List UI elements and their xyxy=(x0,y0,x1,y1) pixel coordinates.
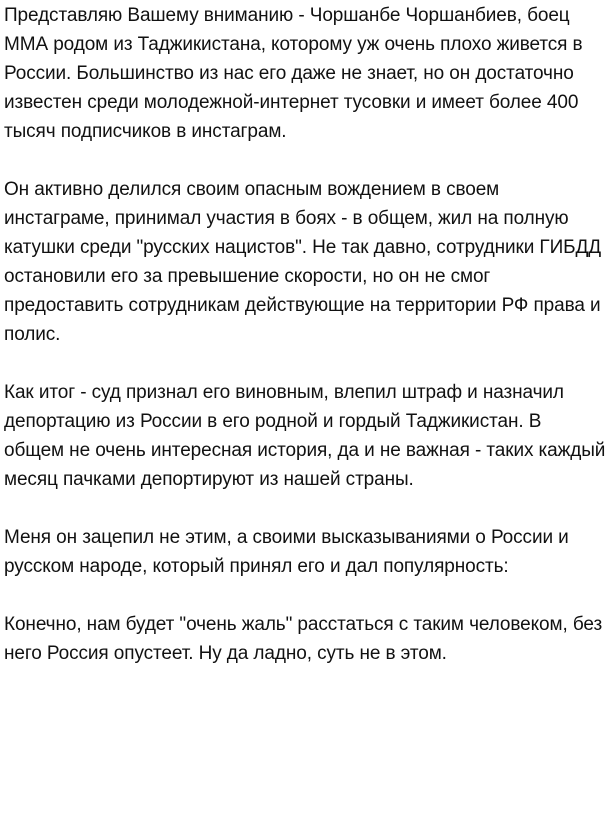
paragraph-driving: Он активно делился своим опасным вождением в своем инстаграме, принимал участия в боях - в общем, жил на полную катушки среди "русских нацистов". Не так давно, сотрудники ГИБДД остановили его за превышение скорости, но он не смог предоставить сотрудникам действующие на территории РФ права и полис. xyxy=(4,179,602,345)
paragraph-statements: Меня он зацепил не этим, а своими высказываниями о России и русском народе, который принял его и дал популярность: xyxy=(4,527,569,577)
paragraph-verdict: Как итог - суд признал его виновным, влепил штраф и назначил депортацию из России в его родной и гордый Таджикистан. В общем не очень интересная история, да и не важная - таких каждый месяц пачками депортируют из нашей страны. xyxy=(4,382,606,490)
paragraph-intro: Представляю Вашему вниманию - Чоршанбе Чоршанбиев, боец ММА родом из Таджикистана, которому уж очень плохо живется в России. Большинство из нас его даже не знает, но он достаточно известен среди молодежной-интернет тусовки и имеет более 400 тысяч подписчиков в инстаграм. xyxy=(4,5,583,142)
paragraph-conclusion: Конечно, нам будет "очень жаль" расстаться с таким человеком, без него Россия опустеет. Ну да ладно, суть не в этом. xyxy=(4,614,603,664)
article-body xyxy=(0,1,610,668)
